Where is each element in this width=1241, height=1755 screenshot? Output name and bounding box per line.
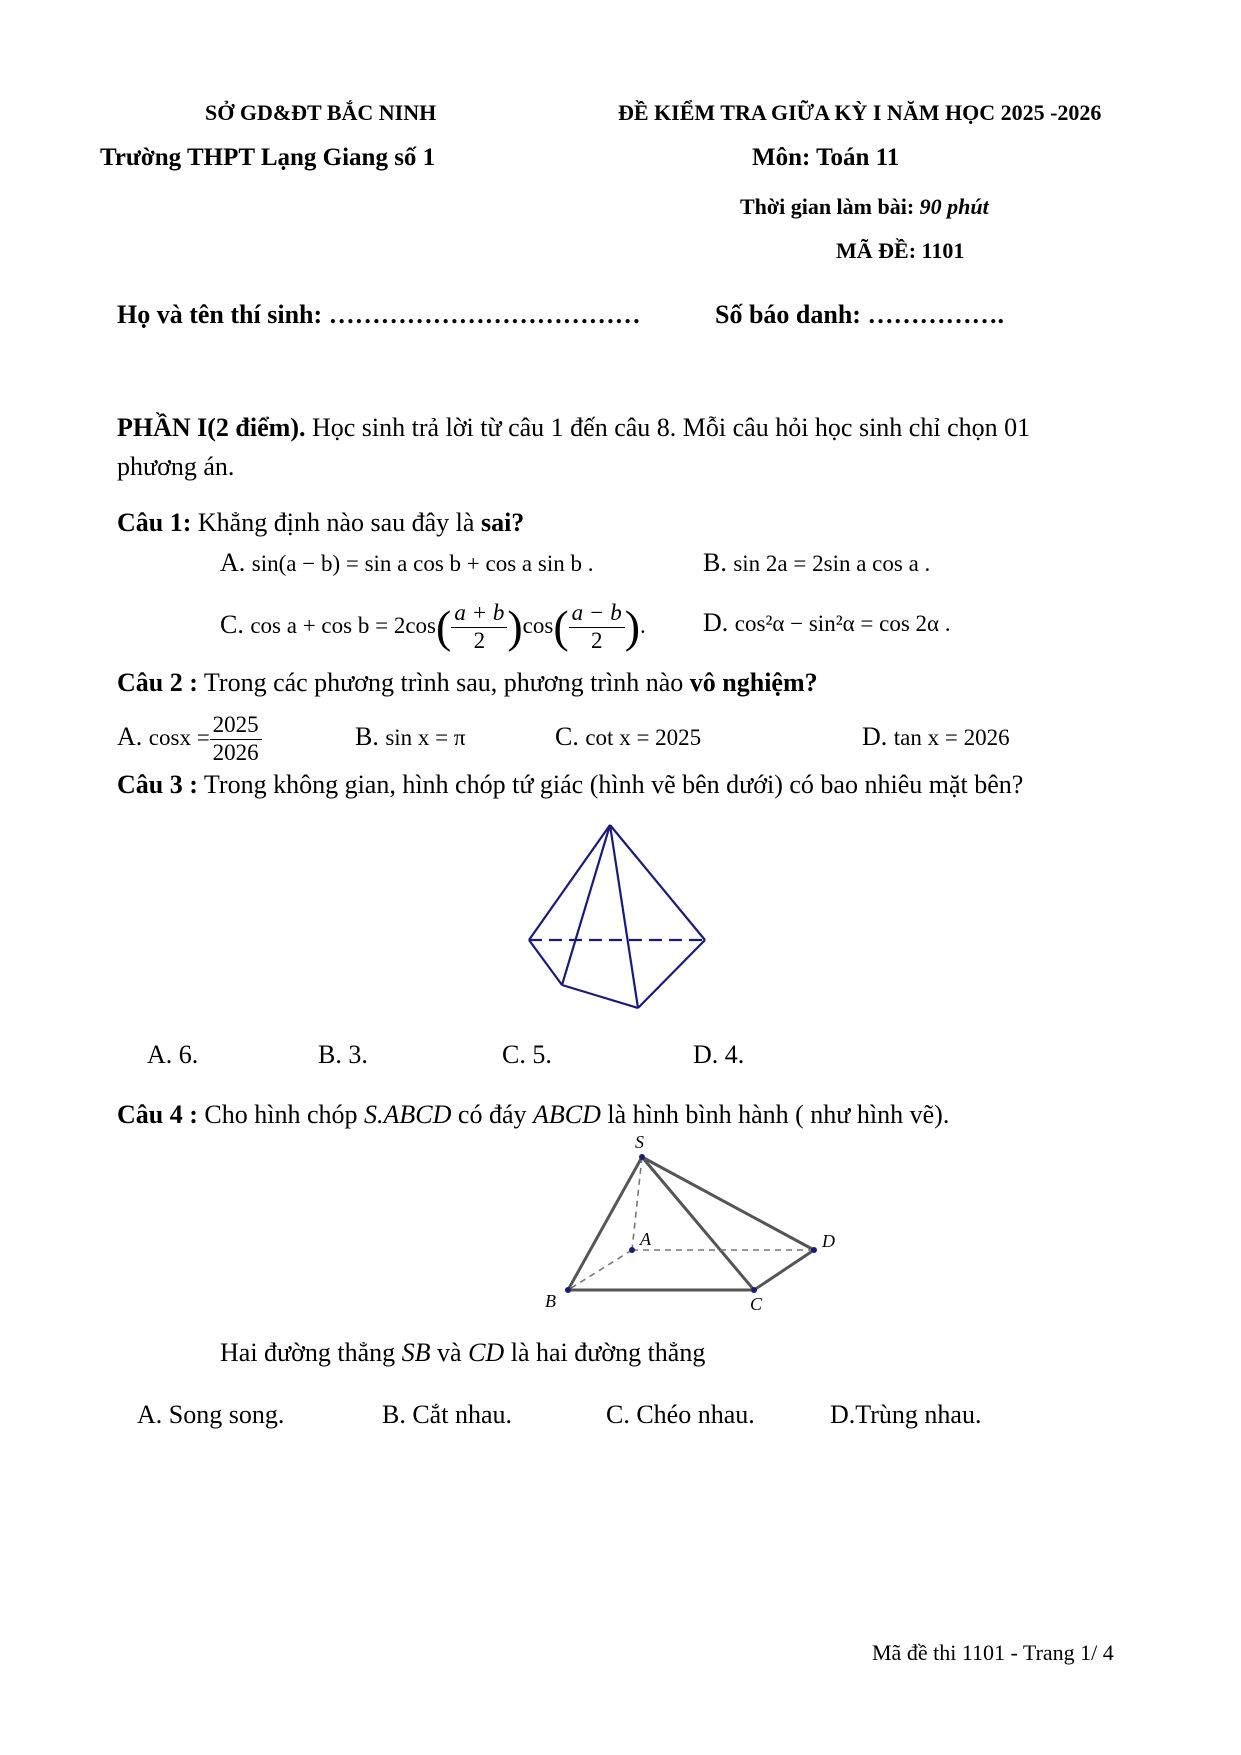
q4-text-1: Cho hình chóp bbox=[197, 1100, 365, 1129]
part1-instruction: Học sinh trả lời từ câu 1 đến câu 8. Mỗi câu hỏi học sinh chỉ chọn 01 bbox=[305, 413, 1031, 442]
q1-stem bbox=[117, 508, 524, 538]
q1-option-a-letter: A. bbox=[220, 548, 246, 577]
fraction-denominator: 2 bbox=[473, 627, 486, 653]
edge-sc bbox=[642, 1157, 754, 1290]
q4-text-3: là hình bình hành ( như hình vẽ). bbox=[600, 1100, 950, 1129]
fraction bbox=[451, 600, 507, 654]
pyramid-sabcd-figure bbox=[540, 1130, 860, 1315]
vertex-a bbox=[629, 1247, 635, 1253]
time-allowed bbox=[740, 194, 989, 220]
q4-option-b[interactable]: B. Cắt nhau. bbox=[382, 1400, 512, 1429]
square-pyramid-figure bbox=[520, 820, 720, 1015]
q2-option-c-math: cot x = 2025 bbox=[585, 725, 702, 750]
pyramid-base-edge bbox=[562, 985, 638, 1008]
q4-option-c[interactable]: C. Chéo nhau. bbox=[606, 1400, 755, 1429]
q3-option-b[interactable]: B. 3. bbox=[318, 1040, 368, 1069]
q1-option-b[interactable] bbox=[703, 548, 930, 578]
q2-option-b[interactable] bbox=[355, 722, 466, 752]
vertex-c bbox=[751, 1287, 757, 1293]
edge-cd bbox=[754, 1250, 814, 1290]
q2-option-d[interactable] bbox=[862, 722, 1010, 752]
fraction bbox=[569, 600, 625, 654]
q1-option-c-letter: C. bbox=[220, 610, 244, 639]
q2-option-a-letter: A. bbox=[117, 722, 143, 751]
time-value: 90 phút bbox=[919, 194, 989, 219]
q1-option-c[interactable] bbox=[220, 590, 646, 660]
vertex-s bbox=[639, 1154, 645, 1160]
fraction-denominator: 2 bbox=[590, 627, 603, 653]
part1-title: PHẦN I(2 điểm). bbox=[117, 413, 306, 442]
paren: ( bbox=[435, 601, 452, 653]
department-name: SỞ GD&ĐT BẮC NINH bbox=[205, 100, 437, 125]
paren: ) bbox=[624, 601, 641, 653]
fraction-numerator: 2025 bbox=[210, 712, 262, 739]
q4-sb: SB bbox=[401, 1338, 431, 1367]
fraction-denominator: 2026 bbox=[212, 739, 259, 765]
page-footer: Mã đề thi 1101 - Trang 1/ 4 bbox=[872, 1640, 1114, 1665]
pyramid-edge bbox=[562, 825, 610, 985]
q1-label: Câu 1: bbox=[117, 508, 192, 537]
q1-option-c-left: cos a + cos b = 2cos bbox=[250, 613, 436, 638]
q2-emph: vô nghiệm? bbox=[689, 668, 818, 697]
q4-abcd: ABCD bbox=[533, 1100, 601, 1129]
q4-option-d[interactable]: D.Trùng nhau. bbox=[830, 1400, 982, 1429]
q1-option-c-mid: cos bbox=[522, 613, 554, 638]
fraction bbox=[210, 712, 262, 766]
q1-option-b-math: sin 2a = 2sin a cos a . bbox=[733, 551, 931, 576]
edge-sd bbox=[642, 1157, 814, 1250]
q2-option-d-letter: D. bbox=[862, 722, 888, 751]
q2-option-c-letter: C. bbox=[555, 722, 579, 751]
exam-code: MÃ ĐỀ: 1101 bbox=[836, 238, 965, 263]
q1-option-c-end: . bbox=[640, 613, 646, 638]
q4-stem-3: là hai đường thẳng bbox=[504, 1338, 706, 1367]
vertex-d bbox=[811, 1247, 817, 1253]
q3-option-a[interactable]: A. 6. bbox=[147, 1040, 199, 1069]
label-b: B bbox=[545, 1291, 556, 1311]
student-name-field: Họ và tên thí sinh: ……………………………… bbox=[117, 300, 641, 329]
q1-option-a[interactable] bbox=[220, 548, 593, 578]
label-d: D bbox=[822, 1231, 835, 1251]
part1-instruction-2: phương án. bbox=[117, 452, 235, 481]
q4-cd: CD bbox=[468, 1338, 505, 1367]
q4-sabcd: S.ABCD bbox=[364, 1100, 452, 1129]
pyramid-base-edge bbox=[529, 940, 562, 985]
q2-label: Câu 2 : bbox=[117, 668, 198, 697]
q1-text: Khẳng định nào sau đây là bbox=[191, 508, 481, 537]
paren: ( bbox=[553, 601, 569, 653]
label-a: A bbox=[640, 1229, 651, 1249]
fraction-numerator: a − b bbox=[569, 600, 625, 627]
q3-text: Trong không gian, hình chóp tứ giác (hình vẽ bên dưới) có bao nhiêu mặt bên? bbox=[197, 770, 1024, 799]
q1-option-b-letter: B. bbox=[703, 548, 727, 577]
q1-option-d-letter: D. bbox=[703, 608, 729, 637]
fraction-numerator: a + b bbox=[451, 600, 507, 627]
time-label: Thời gian làm bài: bbox=[740, 194, 920, 219]
q2-option-b-math: sin x = π bbox=[385, 725, 466, 750]
q3-stem bbox=[117, 770, 1023, 800]
label-s: S bbox=[635, 1132, 644, 1152]
label-c: C bbox=[750, 1294, 763, 1314]
q4-question bbox=[220, 1338, 705, 1368]
q2-option-d-math: tan x = 2026 bbox=[893, 725, 1010, 750]
q2-stem bbox=[117, 668, 818, 698]
q4-option-a[interactable]: A. Song song. bbox=[137, 1400, 285, 1429]
subject: Môn: Toán 11 bbox=[752, 144, 900, 171]
q2-option-a-left: cosx = bbox=[148, 725, 210, 750]
exam-title: ĐỀ KIỂM TRA GIỮA KỲ I NĂM HỌC 2025 -2026 bbox=[618, 100, 1102, 125]
vertex-b bbox=[565, 1287, 571, 1293]
q2-option-c[interactable] bbox=[555, 722, 701, 752]
pyramid-base-edge bbox=[638, 940, 705, 1008]
paren: ) bbox=[507, 601, 523, 653]
q3-label: Câu 3 : bbox=[117, 770, 198, 799]
q3-option-c[interactable]: C. 5. bbox=[502, 1040, 552, 1069]
q1-option-a-math: sin(a − b) = sin a cos b + cos a sin b . bbox=[251, 551, 594, 576]
q4-text-2: có đáy bbox=[451, 1100, 533, 1129]
q1-option-d-math: cos²α − sin²α = cos 2α . bbox=[734, 611, 951, 636]
pyramid-edge bbox=[529, 825, 610, 940]
q4-stem bbox=[117, 1100, 949, 1130]
q2-option-b-letter: B. bbox=[355, 722, 379, 751]
q2-text: Trong các phương trình sau, phương trình nào bbox=[197, 668, 690, 697]
q1-option-d[interactable] bbox=[703, 608, 951, 638]
edge-sb bbox=[568, 1157, 642, 1290]
q2-option-a[interactable] bbox=[117, 706, 262, 768]
q1-emph: sai? bbox=[480, 508, 525, 537]
q4-label: Câu 4 : bbox=[117, 1100, 198, 1129]
school-name: Trường THPT Lạng Giang số 1 bbox=[100, 144, 436, 171]
q4-stem-1: Hai đường thẳng bbox=[220, 1338, 402, 1367]
q4-stem-2: và bbox=[430, 1338, 469, 1367]
part1-line-1 bbox=[117, 413, 1030, 443]
student-id-field: Số báo danh: ……………. bbox=[715, 300, 1004, 329]
q3-option-d[interactable]: D. 4. bbox=[693, 1040, 745, 1069]
